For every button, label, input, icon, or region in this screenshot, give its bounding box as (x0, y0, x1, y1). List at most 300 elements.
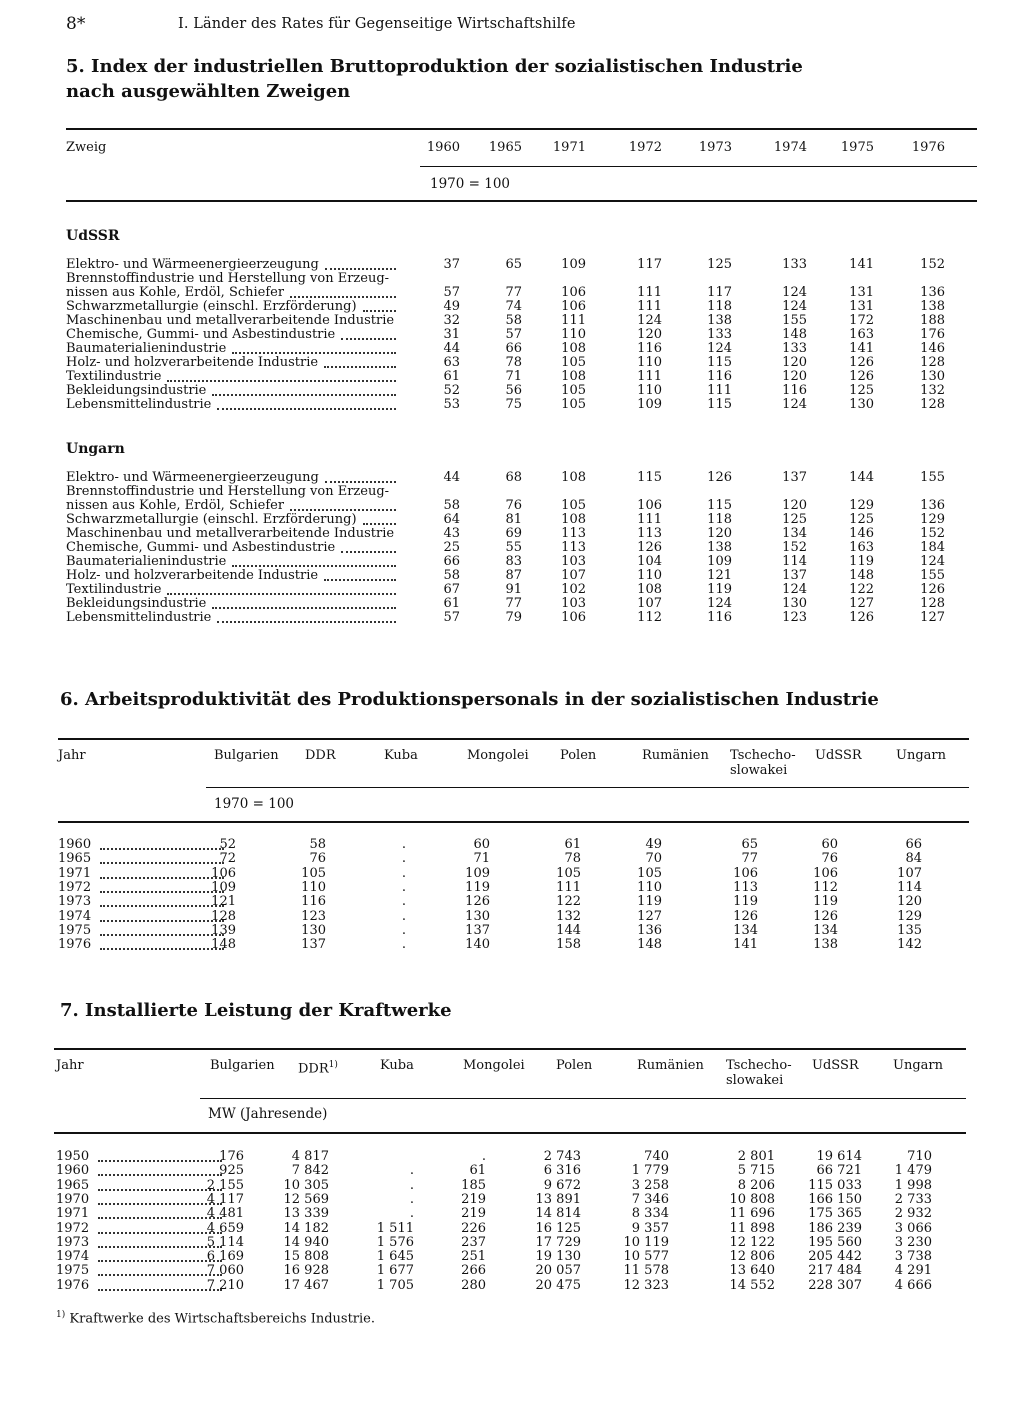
table5-row-label: nissen aus Kohle, Erdöl, Schiefer (66, 499, 285, 513)
table5-cell: 118 (707, 299, 732, 314)
table6-country-header-line: Rumänien (642, 748, 709, 763)
table5-row-leader (363, 296, 396, 312)
ddr-footnote-mark: 1) (328, 1060, 338, 1070)
table5-cell: 123 (782, 610, 807, 625)
table7-cell: 2 155 (206, 1177, 244, 1193)
table5-cell: 108 (561, 470, 586, 485)
table7-cell: 15 808 (283, 1249, 329, 1265)
table7-mid-rule (200, 1098, 966, 1099)
table7-year-cell: 1960 (56, 1164, 90, 1179)
table7-country-header-line: Rumänien (637, 1058, 704, 1073)
table6-cell: 135 (897, 922, 922, 938)
table5-cell: 130 (782, 596, 807, 611)
table6-cell: 112 (813, 879, 838, 895)
table5-cell: 44 (443, 470, 460, 485)
table5-cell: 104 (637, 554, 662, 569)
table7-cell: 176 (219, 1149, 244, 1164)
table6-cell: 109 (465, 865, 490, 881)
footnote-mark: 1) (56, 1310, 66, 1320)
table7-country-header-line: Tschecho- (726, 1058, 792, 1073)
table5-cell: 120 (782, 498, 807, 513)
table6-country-header (305, 748, 336, 763)
table5-cell: 108 (637, 582, 662, 597)
table7-cell: 740 (644, 1149, 669, 1164)
table5-cell: 75 (505, 397, 522, 412)
table5-cell: 77 (505, 596, 522, 611)
table6-year-cell: 1965 (58, 852, 92, 867)
table5-cell: 126 (849, 355, 874, 370)
table5-cell: 137 (782, 568, 807, 583)
table7-cell: 4 659 (206, 1220, 244, 1236)
table5-row-label: Elektro- und Wärmeenergieerzeugung (66, 471, 319, 485)
table6-cell: 129 (897, 908, 922, 924)
table6-cell: 61 (564, 837, 581, 852)
table5-row (0, 328, 1024, 342)
table6-cell: 127 (637, 908, 662, 924)
table6-cell: 136 (637, 922, 662, 938)
table7-cell: 10 808 (729, 1191, 775, 1207)
table6-cell: 110 (637, 879, 662, 895)
table7-cell: 4 481 (206, 1206, 244, 1222)
table5-cell: 115 (707, 498, 732, 513)
table5-cell: 152 (920, 257, 945, 272)
table5-cell: 126 (849, 610, 874, 625)
table6-cell: 113 (733, 879, 758, 895)
table5-cell: 124 (920, 554, 945, 569)
table5-cell: 119 (849, 554, 874, 569)
table6-cell: 119 (813, 894, 838, 910)
table5-cell: 124 (782, 397, 807, 412)
table5-row (0, 471, 1024, 485)
table6-cell: 52 (219, 837, 236, 852)
table5-cell: 44 (443, 341, 460, 356)
table5-row-label: Baumaterialienindustrie (66, 342, 227, 356)
table6-year-cell: 1974 (58, 909, 92, 924)
table5-row (0, 314, 1024, 328)
table7-cell: 925 (219, 1163, 244, 1179)
table6-country-header (896, 748, 946, 763)
table7-cell: 13 339 (283, 1206, 329, 1222)
table7-cell: 13 640 (729, 1263, 775, 1279)
table5-cell: 120 (782, 355, 807, 370)
table5-cell: 131 (849, 299, 874, 314)
table5-row-label: Schwarzmetallurgie (einschl. Erzförderung) (66, 513, 357, 527)
table7-cell: 4 117 (206, 1191, 244, 1207)
table5-cell: 87 (505, 568, 522, 583)
table5-cell: 105 (561, 355, 586, 370)
table7-cell: 115 033 (808, 1177, 862, 1193)
table7-cell: 1 677 (376, 1263, 414, 1279)
table7-cell: 8 334 (631, 1206, 669, 1222)
table5-cell: 32 (443, 313, 460, 328)
table6-cell: . (401, 908, 406, 924)
table7-cell: 166 150 (808, 1191, 862, 1207)
table5-cell: 128 (920, 355, 945, 370)
table7-cell: 3 258 (631, 1177, 669, 1193)
table5-cell: 110 (637, 383, 662, 398)
table6-country-header (815, 748, 862, 763)
table5-cell: 114 (782, 554, 807, 569)
table5-row (0, 384, 1024, 398)
table6-cell: 134 (813, 922, 838, 938)
table7-cell: 14 182 (283, 1220, 329, 1236)
table7-cell: 251 (461, 1249, 486, 1265)
table5-row-label: Maschinenbau und metallverarbeitende Industrie (66, 314, 395, 328)
table7-cell: 14 814 (535, 1206, 581, 1222)
table7-cell: 4 291 (894, 1263, 932, 1279)
table5-mid-rule (420, 166, 977, 167)
table5-cell: 58 (505, 313, 522, 328)
table7-cell: . (409, 1206, 414, 1222)
table5-year-header: 1975 (840, 140, 874, 155)
table6-country-header-line: Polen (560, 748, 597, 763)
table5-cell: 136 (920, 498, 945, 513)
table6-cell: 71 (473, 851, 490, 867)
table5-cell: 110 (637, 568, 662, 583)
table5-cell: 126 (920, 582, 945, 597)
table6-cell: 76 (309, 851, 326, 867)
table6-country-header-line: Kuba (384, 748, 418, 763)
table6-country-header-line: Mongolei (467, 748, 529, 763)
table5-cell: 132 (920, 383, 945, 398)
table5-col-zweig: Zweig (66, 140, 107, 155)
table5-title-line2: nach ausgewählten Zweigen (66, 81, 351, 102)
table5-cell: 127 (849, 596, 874, 611)
table5-cell: 49 (443, 299, 460, 314)
table7-year-cell: 1970 (56, 1192, 90, 1207)
table5-cell: 43 (443, 526, 460, 541)
table6-cell: 121 (211, 894, 236, 910)
table5-top-rule (66, 128, 977, 130)
table6-cell: 126 (733, 908, 758, 924)
table5-cell: 133 (707, 327, 732, 342)
table6-cell: . (401, 922, 406, 938)
table5-cell: 55 (505, 540, 522, 555)
table5-cell: 117 (637, 257, 662, 272)
table5-cell: 131 (849, 285, 874, 300)
table5-cell: 58 (443, 568, 460, 583)
table6-cell: 144 (556, 922, 581, 938)
table5-cell: 58 (443, 498, 460, 513)
table5-cell: 25 (443, 540, 460, 555)
table7-country-header (298, 1058, 338, 1076)
table6-cell: 139 (211, 922, 236, 938)
table5-row-label: nissen aus Kohle, Erdöl, Schiefer (66, 286, 285, 300)
table6-cell: 78 (564, 851, 581, 867)
table7-cell: 205 442 (808, 1249, 862, 1265)
table5-cell: 113 (637, 526, 662, 541)
table6-country-header-line: UdSSR (815, 748, 862, 763)
table6-cell: 106 (813, 865, 838, 881)
table6-cell: 134 (733, 922, 758, 938)
page-number: 8* (66, 14, 86, 34)
table5-cell: 152 (920, 526, 945, 541)
table5-cell: 184 (920, 540, 945, 555)
table5-row-leader (325, 467, 396, 483)
table7-cell: 1 705 (376, 1277, 414, 1293)
table6-cell: 119 (733, 894, 758, 910)
table6-cell: 77 (741, 851, 758, 867)
table7-cell: 7 060 (206, 1263, 244, 1279)
table6-country-header (560, 748, 596, 763)
table7-country-header (556, 1058, 592, 1073)
table5-cell: 116 (782, 383, 807, 398)
table5-cell: 107 (561, 568, 586, 583)
table6-cell: 148 (211, 937, 236, 953)
table6-cell: 128 (211, 908, 236, 924)
table6-cell: 109 (211, 879, 236, 895)
table7-cell: 1 998 (894, 1177, 932, 1193)
table6-cell: 132 (556, 908, 581, 924)
table6-cell: . (401, 865, 406, 881)
table7-year-cell: 1971 (56, 1207, 90, 1222)
table7-cell: 19 130 (535, 1249, 581, 1265)
table6-cell: 116 (301, 894, 326, 910)
table5-cell: 124 (782, 582, 807, 597)
table5-row-label: Lebensmittelindustrie (66, 611, 212, 625)
table5-cell: 102 (561, 582, 586, 597)
table5-row (0, 258, 1024, 272)
table5-row-label: Elektro- und Wärmeenergieerzeugung (66, 258, 319, 272)
table5-cell: 37 (443, 257, 460, 272)
table6-cell: 122 (556, 894, 581, 910)
table5-row (0, 356, 1024, 370)
table6-country-header-line: slowakei (730, 763, 788, 778)
table6-country-header (642, 748, 709, 763)
table5-cell: 146 (920, 341, 945, 356)
table5-cell: 133 (782, 341, 807, 356)
table7-cell: 14 552 (729, 1277, 775, 1293)
table5-cell: 81 (505, 512, 522, 527)
table7-cell: 219 (461, 1191, 486, 1207)
table6-top-rule (58, 738, 969, 740)
table5-cell: 108 (561, 512, 586, 527)
table7-country-header-line: Kuba (380, 1058, 414, 1073)
table7-row (0, 1279, 1024, 1293)
table7-cell: 20 057 (535, 1263, 581, 1279)
table6-cell: 119 (465, 879, 490, 895)
table7-cell: 1 511 (376, 1220, 414, 1236)
table5-cell: 63 (443, 355, 460, 370)
table7-cell: . (409, 1163, 414, 1179)
table6-cell: 141 (733, 937, 758, 953)
table5-cell: 113 (561, 526, 586, 541)
table6-cell: 84 (905, 851, 922, 867)
table7-footnote (56, 1310, 375, 1326)
table5-cell: 144 (849, 470, 874, 485)
table5-cell: 109 (637, 397, 662, 412)
table7-country-header (893, 1058, 943, 1073)
table5-cell: 53 (443, 397, 460, 412)
table5-cell: 119 (707, 582, 732, 597)
table5-cell: 136 (920, 285, 945, 300)
table5-cell: 163 (849, 540, 874, 555)
table7-cell: 7 346 (631, 1191, 669, 1207)
table7-cell: 185 (461, 1177, 486, 1193)
table5-row (0, 583, 1024, 597)
table7-cell: 3 738 (894, 1249, 932, 1265)
table5-row-label: Schwarzmetallurgie (einschl. Erzförderung) (66, 300, 357, 314)
table5-cell: 108 (561, 369, 586, 384)
table6-col-jahr: Jahr (58, 748, 86, 763)
table5-cell: 118 (707, 512, 732, 527)
table5-row-label: Lebensmittelindustrie (66, 398, 212, 412)
table6-cell: 142 (897, 937, 922, 953)
table7-cell: 11 696 (729, 1206, 775, 1222)
table7-cell: 17 729 (535, 1234, 581, 1250)
table5-cell: 111 (707, 383, 732, 398)
table5-unit: 1970 = 100 (430, 176, 511, 192)
table5-row (0, 300, 1024, 314)
table7-cell: 6 316 (543, 1163, 581, 1179)
table6-country-header (730, 748, 796, 778)
running-title: I. Länder des Rates für Gegenseitige Wirtschaftshilfe (178, 16, 576, 32)
table6-cell: 110 (301, 879, 326, 895)
table5-row-label: Chemische, Gummi- und Asbestindustrie (66, 541, 336, 555)
table5-row-label: Maschinenbau und metallverarbeitende Industrie (66, 527, 395, 541)
table5-year-header: 1974 (773, 140, 807, 155)
table7-cell: 20 475 (535, 1277, 581, 1293)
table5-cell: 116 (637, 341, 662, 356)
table7-cell: 4 817 (291, 1149, 329, 1164)
table5-cell: 105 (561, 397, 586, 412)
page-header (66, 14, 966, 40)
table6-year-cell: 1972 (58, 880, 92, 895)
footnote-text: Kraftwerke des Wirtschaftsbereichs Industrie. (69, 1311, 376, 1327)
table5-cell: 120 (707, 526, 732, 541)
table5-cell: 137 (782, 470, 807, 485)
table7-country-header-line: Ungarn (893, 1058, 943, 1073)
table7-cell: 9 672 (543, 1177, 581, 1193)
table7-country-header (726, 1058, 792, 1088)
table5-row-label-line1: Brennstoffindustrie und Herstellung von Erzeug- (66, 484, 390, 499)
table6-year-cell: 1976 (58, 938, 92, 953)
table5-cell: 111 (637, 369, 662, 384)
table6-cell: 60 (473, 837, 490, 852)
table7-cell: 219 (461, 1206, 486, 1222)
table7-country-header-line: Bulgarien (210, 1058, 275, 1073)
table5-cell: 112 (637, 610, 662, 625)
table7-cell: 226 (461, 1220, 486, 1236)
table7-cell: 237 (461, 1234, 486, 1250)
table5-cell: 57 (443, 285, 460, 300)
table5-cell: 138 (920, 299, 945, 314)
table7-cell: 16 125 (535, 1220, 581, 1236)
table5-row-label: Textilindustrie (66, 583, 162, 597)
table5-cell: 111 (561, 313, 586, 328)
table6-cell: 120 (897, 894, 922, 910)
table5-cell: 57 (505, 327, 522, 342)
table7-cell: . (409, 1177, 414, 1193)
table5-cell: 116 (707, 369, 732, 384)
table5-cell: 130 (849, 397, 874, 412)
table5-cell: 105 (561, 383, 586, 398)
table5-row (0, 513, 1024, 527)
table7-country-header-line: UdSSR (812, 1058, 859, 1073)
table7-cell: 14 940 (283, 1234, 329, 1250)
table5-cell: 113 (561, 540, 586, 555)
table6-cell: 76 (821, 851, 838, 867)
table6-cell: 130 (465, 908, 490, 924)
table7-col-jahr: Jahr (56, 1058, 84, 1073)
table7-year-cell: 1972 (56, 1221, 90, 1236)
table5-cell: 124 (782, 299, 807, 314)
table5-cell: 134 (782, 526, 807, 541)
table7-cell: 17 467 (283, 1277, 329, 1293)
table5-cell: 79 (505, 610, 522, 625)
table5-cell: 115 (637, 470, 662, 485)
table7-cell: 16 928 (283, 1263, 329, 1279)
table7-country-header (210, 1058, 275, 1073)
table5-cell: 74 (505, 299, 522, 314)
table7-cell: 266 (461, 1263, 486, 1279)
table7-cell: 186 239 (808, 1220, 862, 1236)
table5-row (0, 611, 1024, 625)
table5-cell: 76 (505, 498, 522, 513)
table5-row-label: Holz- und holzverarbeitende Industrie (66, 569, 319, 583)
table7-header-bottom-rule (54, 1132, 966, 1134)
table5-row-leader (217, 394, 396, 410)
table7-cell: 12 569 (283, 1191, 329, 1207)
table5-cell: 141 (849, 341, 874, 356)
table7-cell: 6 169 (206, 1249, 244, 1265)
table5-cell: 129 (849, 498, 874, 513)
table5-row (0, 555, 1024, 569)
table6-cell: . (401, 851, 406, 867)
table6-cell: 130 (301, 922, 326, 938)
table5-cell: 146 (849, 526, 874, 541)
table5-cell: 103 (561, 554, 586, 569)
table6-cell: . (401, 937, 406, 953)
table7-country-header-line: DDR$^{1)}$ (298, 1060, 338, 1077)
table5-cell: 176 (920, 327, 945, 342)
table5-cell: 106 (561, 299, 586, 314)
table5-cell: 111 (637, 285, 662, 300)
table5-cell: 138 (707, 540, 732, 555)
table5-cell: 56 (505, 383, 522, 398)
table5-cell: 125 (707, 257, 732, 272)
table7-country-header (812, 1058, 859, 1073)
table5-row-label-line1: Brennstoffindustrie und Herstellung von Erzeug- (66, 271, 390, 286)
table6-cell: . (401, 894, 406, 910)
table6-cell: 123 (301, 908, 326, 924)
table5-row (0, 527, 1024, 541)
table6-cell: 105 (301, 865, 326, 881)
table5-cell: 108 (561, 341, 586, 356)
table7-cell: 2 733 (894, 1191, 932, 1207)
table5-row (0, 541, 1024, 555)
table6-mid-rule (206, 787, 969, 788)
table5-cell: 110 (561, 327, 586, 342)
table5-year-header: 1965 (488, 140, 522, 155)
table5-cell: 110 (637, 355, 662, 370)
table5-cell: 109 (561, 257, 586, 272)
table7-cell: 61 (469, 1163, 486, 1179)
table5-row-leader (217, 607, 396, 623)
table5-row (0, 398, 1024, 412)
table6-country-header (384, 748, 418, 763)
table5-cell: 152 (782, 540, 807, 555)
table7-cell: 10 305 (283, 1177, 329, 1193)
table7-year-cell: 1975 (56, 1264, 90, 1279)
table6-cell: 140 (465, 937, 490, 953)
table6-cell: 65 (741, 837, 758, 852)
table5-cell: 141 (849, 257, 874, 272)
table5-cell: 148 (782, 327, 807, 342)
table7-cell: 8 206 (737, 1177, 775, 1193)
table6-country-header-line: DDR (305, 748, 336, 763)
table7-cell: 1 479 (894, 1163, 932, 1179)
